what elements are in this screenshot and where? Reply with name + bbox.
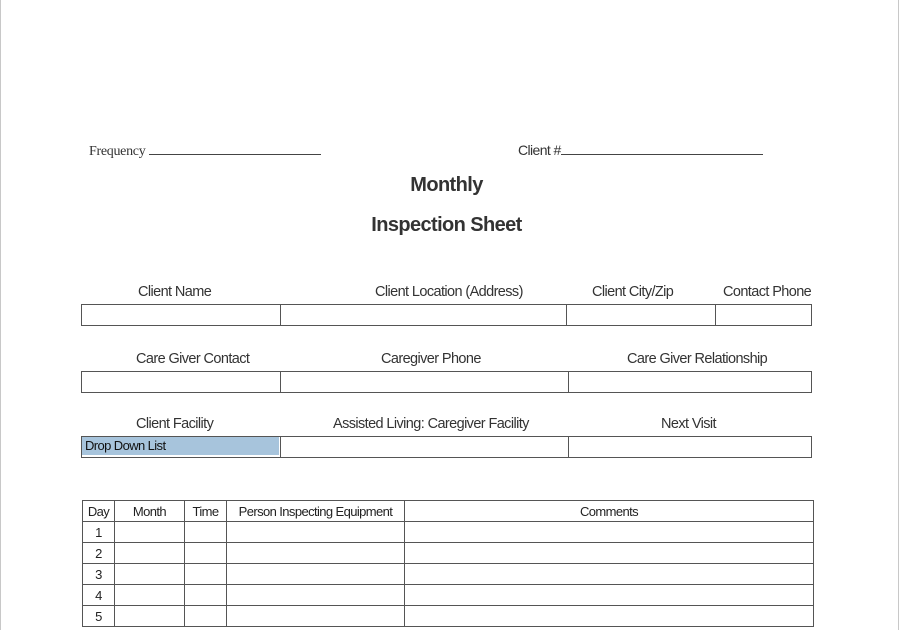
- day-cell: 2: [83, 543, 115, 564]
- next-visit-label: Next Visit: [661, 416, 716, 432]
- frequency-label: Frequency: [89, 144, 146, 159]
- care-giver-relationship-input[interactable]: [568, 372, 811, 392]
- assisted-living-input[interactable]: [280, 437, 569, 457]
- caregiver-info-row: [81, 371, 812, 393]
- month-cell[interactable]: [115, 606, 185, 627]
- person-cell[interactable]: [227, 543, 405, 564]
- table-row: [83, 564, 814, 585]
- page-title: Monthly: [410, 174, 483, 196]
- care-giver-relationship-label: Care Giver Relationship: [627, 351, 768, 367]
- person-column-header: Person Inspecting Equipment: [227, 501, 405, 522]
- table-row: [83, 543, 814, 564]
- table-row: [83, 606, 814, 627]
- care-giver-contact-label: Care Giver Contact: [136, 351, 250, 367]
- comments-cell[interactable]: [405, 606, 814, 627]
- person-cell[interactable]: [227, 606, 405, 627]
- page-subtitle: Inspection Sheet: [371, 214, 522, 236]
- person-cell[interactable]: [227, 585, 405, 606]
- month-cell[interactable]: [115, 585, 185, 606]
- person-cell[interactable]: [227, 522, 405, 543]
- client-name-input[interactable]: [82, 305, 280, 325]
- caregiver-phone-input[interactable]: [280, 372, 569, 392]
- month-cell[interactable]: [115, 564, 185, 585]
- client-city-zip-input[interactable]: [566, 305, 716, 325]
- client-info-row: [81, 304, 812, 326]
- day-cell: 4: [83, 585, 115, 606]
- contact-phone-input[interactable]: [715, 305, 811, 325]
- day-column-header: Day: [83, 501, 115, 522]
- table-row: [83, 522, 814, 543]
- day-cell: 3: [83, 564, 115, 585]
- comments-cell[interactable]: [405, 564, 814, 585]
- inspection-log-table: [82, 500, 814, 627]
- table-row: [83, 585, 814, 606]
- client-number-blank[interactable]: [561, 140, 763, 155]
- care-giver-contact-input[interactable]: [82, 372, 280, 392]
- time-cell[interactable]: [185, 606, 227, 627]
- client-city-zip-label: Client City/Zip: [592, 284, 674, 300]
- day-cell: 1: [83, 522, 115, 543]
- time-cell[interactable]: [185, 585, 227, 606]
- person-cell[interactable]: [227, 564, 405, 585]
- comments-column-header: Comments: [405, 501, 814, 522]
- table-header-row: [83, 501, 814, 522]
- client-facility-label: Client Facility: [136, 416, 214, 432]
- comments-cell[interactable]: [405, 543, 814, 564]
- client-location-label: Client Location (Address): [375, 284, 523, 300]
- caregiver-phone-label: Caregiver Phone: [381, 351, 481, 367]
- frequency-blank[interactable]: [149, 140, 321, 155]
- assisted-living-label: Assisted Living: Caregiver Facility: [333, 416, 529, 432]
- client-number-field: [518, 140, 763, 158]
- time-cell[interactable]: [185, 522, 227, 543]
- month-column-header: Month: [115, 501, 185, 522]
- day-cell: 5: [83, 606, 115, 627]
- client-name-label: Client Name: [138, 284, 212, 300]
- page-edge: [0, 0, 1, 630]
- frequency-field: [89, 140, 321, 160]
- page-edge: [898, 0, 899, 630]
- month-cell[interactable]: [115, 543, 185, 564]
- facility-info-row: [81, 436, 812, 458]
- client-facility-dropdown[interactable]: Drop Down List: [82, 437, 279, 455]
- time-cell[interactable]: [185, 543, 227, 564]
- time-cell[interactable]: [185, 564, 227, 585]
- client-number-label: Client #: [518, 142, 561, 158]
- next-visit-input[interactable]: [568, 437, 811, 457]
- client-facility-select[interactable]: [82, 437, 280, 457]
- contact-phone-label: Contact Phone: [723, 284, 812, 300]
- comments-cell[interactable]: [405, 522, 814, 543]
- comments-cell[interactable]: [405, 585, 814, 606]
- client-location-input[interactable]: [280, 305, 567, 325]
- time-column-header: Time: [185, 501, 227, 522]
- month-cell[interactable]: [115, 522, 185, 543]
